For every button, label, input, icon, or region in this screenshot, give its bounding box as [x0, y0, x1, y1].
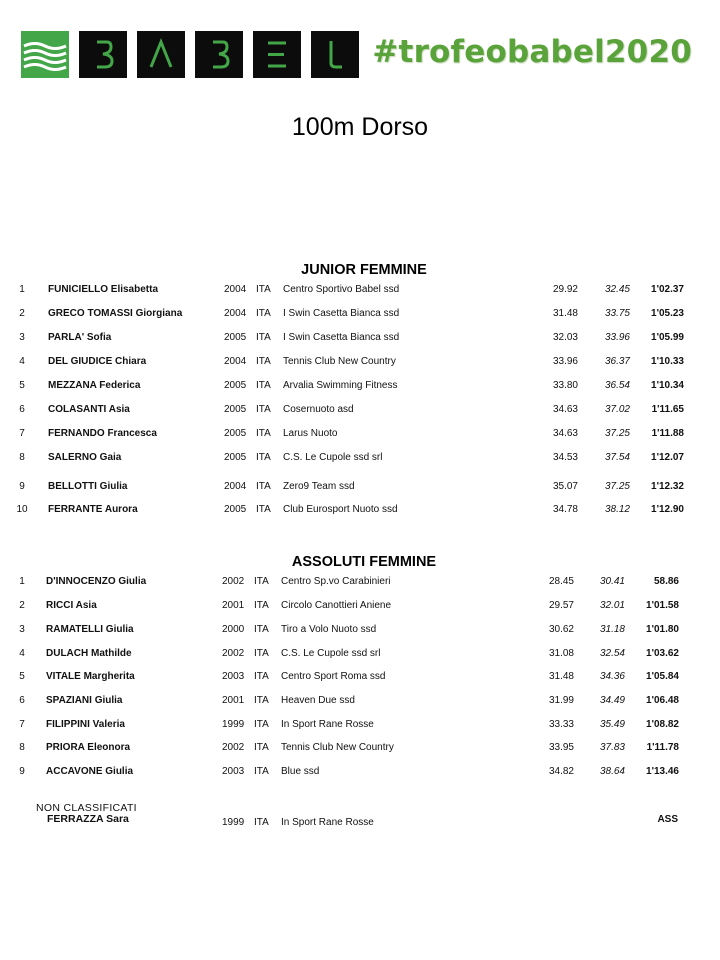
table-row	[0, 576, 720, 592]
rank-cell: 2	[19, 600, 25, 611]
table-row	[0, 356, 720, 372]
athlete-name: FUNICIELLO Elisabetta	[48, 284, 159, 295]
logo-letter-b2-icon	[195, 31, 243, 78]
club-name: Heaven Due ssd	[281, 695, 355, 706]
final-time: 58.86	[653, 576, 679, 587]
athlete-name: MEZZANA Federica	[48, 380, 141, 391]
athlete-name: RICCI Asia	[46, 600, 97, 611]
athlete-name: D'INNOCENZO Giulia	[46, 576, 147, 587]
split-second-50m: 36.37	[604, 356, 630, 367]
final-time: 1'10.34	[651, 380, 684, 391]
birth-year: 2003	[222, 766, 245, 777]
nationality: ITA	[256, 504, 271, 515]
page-title: 100m Dorso	[291, 113, 429, 141]
final-time: 1'01.58	[646, 600, 679, 611]
birth-year: 2002	[222, 742, 245, 753]
final-time: 1'11.65	[651, 404, 684, 415]
table-row	[0, 404, 720, 420]
club-name: Zero9 Team ssd	[283, 481, 355, 492]
non-classified-label: NON CLASSIFICATI	[36, 802, 137, 814]
table-row	[0, 380, 720, 396]
nationality: ITA	[254, 576, 269, 587]
club-name: C.S. Le Cupole ssd srl	[283, 452, 383, 463]
final-time: 1'11.78	[646, 742, 679, 753]
rank-cell: 6	[19, 404, 25, 415]
split-second-50m: 32.45	[604, 284, 630, 295]
rank-cell: 9	[19, 766, 25, 777]
club-name: Blue ssd	[281, 766, 320, 777]
final-time: 1'10.33	[651, 356, 684, 367]
split-50m: 32.03	[552, 332, 578, 343]
rank-cell: 4	[19, 356, 25, 367]
rank-cell: 5	[19, 671, 25, 682]
logo-letter-b-icon	[79, 31, 127, 78]
split-50m: 34.63	[552, 404, 578, 415]
split-second-50m: 35.49	[599, 719, 625, 730]
birth-year: 2003	[222, 671, 245, 682]
split-50m: 33.80	[552, 380, 578, 391]
club-name: Circolo Canottieri Aniene	[281, 600, 392, 611]
club-name: Cosernuoto asd	[283, 404, 354, 415]
nationality: ITA	[256, 308, 271, 319]
birth-year: 2001	[222, 695, 245, 706]
split-50m: 31.48	[552, 308, 578, 319]
table-row	[0, 284, 720, 300]
club-name: Tennis Club New Country	[283, 356, 396, 367]
club-name: I Swin Casetta Bianca ssd	[283, 308, 400, 319]
birth-year: 2004	[224, 481, 247, 492]
split-50m: 31.99	[548, 695, 574, 706]
table-row	[0, 332, 720, 348]
athlete-name: FERRANTE Aurora	[48, 504, 138, 515]
club-name: I Swin Casetta Bianca ssd	[283, 332, 400, 343]
rank-cell: 1	[19, 284, 25, 295]
athlete-name: DULACH Mathilde	[46, 648, 132, 659]
birth-year: 2001	[222, 600, 245, 611]
birth-year: 1999	[222, 817, 245, 828]
table-row	[0, 452, 720, 468]
athlete-name: ACCAVONE Giulia	[46, 766, 134, 777]
final-time: ASS	[657, 814, 678, 825]
table-row	[0, 742, 720, 758]
split-second-50m: 32.01	[599, 600, 625, 611]
split-second-50m: 34.49	[599, 695, 625, 706]
nationality: ITA	[254, 600, 269, 611]
final-time: 1'03.62	[646, 648, 679, 659]
athlete-name: BELLOTTI Giulia	[48, 481, 128, 492]
split-second-50m: 30.41	[599, 576, 625, 587]
split-second-50m: 31.18	[599, 624, 625, 635]
athlete-name: DEL GIUDICE Chiara	[48, 356, 147, 367]
nationality: ITA	[256, 284, 271, 295]
final-time: 1'01.80	[646, 624, 679, 635]
birth-year: 2000	[222, 624, 245, 635]
nationality: ITA	[256, 404, 271, 415]
babel-logo	[21, 31, 359, 78]
nationality: ITA	[254, 742, 269, 753]
section-title-junior: JUNIOR FEMMINE	[301, 262, 427, 278]
nationality: ITA	[254, 648, 269, 659]
rank-cell: 3	[19, 624, 25, 635]
split-50m: 29.57	[548, 600, 574, 611]
split-second-50m: 33.96	[604, 332, 630, 343]
club-name: Tennis Club New Country	[281, 742, 394, 753]
table-row	[0, 671, 720, 687]
birth-year: 2005	[224, 428, 247, 439]
table-row	[0, 428, 720, 444]
table-row	[0, 719, 720, 735]
club-name: C.S. Le Cupole ssd srl	[281, 648, 381, 659]
athlete-name: PRIORA Eleonora	[46, 742, 131, 753]
athlete-name: FERNANDO Francesca	[48, 428, 157, 439]
rank-cell: 8	[19, 742, 25, 753]
split-second-50m: 34.36	[599, 671, 625, 682]
club-name: Larus Nuoto	[283, 428, 338, 439]
birth-year: 2004	[224, 356, 247, 367]
birth-year: 2004	[224, 308, 247, 319]
split-50m: 35.07	[552, 481, 578, 492]
split-50m: 29.92	[552, 284, 578, 295]
rank-cell: 8	[19, 452, 25, 463]
club-name: Arvalia Swimming Fitness	[283, 380, 398, 391]
final-time: 1'12.90	[651, 504, 684, 515]
rank-cell: 6	[19, 695, 25, 706]
table-row	[0, 481, 720, 497]
split-50m: 33.33	[548, 719, 574, 730]
waves-icon	[21, 31, 69, 78]
final-time: 1'05.84	[646, 671, 679, 682]
athlete-name: SPAZIANI Giulia	[46, 695, 123, 706]
section-title-assoluti: ASSOLUTI FEMMINE	[291, 554, 437, 570]
split-50m: 33.96	[552, 356, 578, 367]
logo-letter-e-icon	[253, 31, 301, 78]
rank-cell: 9	[19, 481, 25, 492]
split-50m: 31.48	[548, 671, 574, 682]
final-time: 1'05.23	[651, 308, 684, 319]
nationality: ITA	[254, 719, 269, 730]
logo-letter-a-icon	[137, 31, 185, 78]
nationality: ITA	[254, 817, 269, 828]
final-time: 1'08.82	[646, 719, 679, 730]
split-second-50m: 38.12	[604, 504, 630, 515]
split-second-50m: 37.02	[604, 404, 630, 415]
final-time: 1'02.37	[651, 284, 684, 295]
table-row	[0, 504, 720, 520]
rank-cell: 7	[19, 719, 25, 730]
split-second-50m: 36.54	[604, 380, 630, 391]
club-name: Centro Sp.vo Carabinieri	[281, 576, 391, 587]
rank-cell: 10	[16, 504, 28, 515]
birth-year: 2002	[222, 648, 245, 659]
table-row	[0, 600, 720, 616]
split-50m: 34.82	[548, 766, 574, 777]
nationality: ITA	[256, 481, 271, 492]
split-50m: 34.53	[552, 452, 578, 463]
nationality: ITA	[254, 671, 269, 682]
final-time: 1'12.32	[651, 481, 684, 492]
athlete-name: VITALE Margherita	[46, 671, 135, 682]
birth-year: 2005	[224, 404, 247, 415]
rank-cell: 7	[19, 428, 25, 439]
split-50m: 31.08	[548, 648, 574, 659]
split-50m: 28.45	[548, 576, 574, 587]
split-second-50m: 37.25	[604, 428, 630, 439]
rank-cell: 4	[19, 648, 25, 659]
split-second-50m: 32.54	[599, 648, 625, 659]
final-time: 1'12.07	[651, 452, 684, 463]
rank-cell: 3	[19, 332, 25, 343]
rank-cell: 1	[19, 576, 25, 587]
athlete-name: COLASANTI Asia	[48, 404, 130, 415]
birth-year: 2005	[224, 504, 247, 515]
birth-year: 1999	[222, 719, 245, 730]
table-row	[0, 814, 720, 830]
athlete-name: SALERNO Gaia	[48, 452, 122, 463]
birth-year: 2002	[222, 576, 245, 587]
final-time: 1'13.46	[646, 766, 679, 777]
table-row	[0, 766, 720, 782]
club-name: Centro Sportivo Babel ssd	[283, 284, 400, 295]
table-row	[0, 308, 720, 324]
athlete-name: GRECO TOMASSI Giorgiana	[48, 308, 183, 319]
athlete-name: RAMATELLI Giulia	[46, 624, 134, 635]
final-time: 1'06.48	[646, 695, 679, 706]
nationality: ITA	[256, 452, 271, 463]
nationality: ITA	[256, 332, 271, 343]
athlete-name: FILIPPINI Valeria	[46, 719, 125, 730]
final-time: 1'11.88	[651, 428, 684, 439]
split-50m: 33.95	[548, 742, 574, 753]
split-50m: 34.63	[552, 428, 578, 439]
rank-cell: 5	[19, 380, 25, 391]
birth-year: 2005	[224, 332, 247, 343]
table-row	[0, 648, 720, 664]
birth-year: 2005	[224, 380, 247, 391]
athlete-name: PARLA' Sofia	[48, 332, 112, 343]
athlete-name: FERRAZZA Sara	[47, 813, 129, 825]
split-second-50m: 37.25	[604, 481, 630, 492]
split-second-50m: 33.75	[604, 308, 630, 319]
birth-year: 2004	[224, 284, 247, 295]
split-50m: 30.62	[548, 624, 574, 635]
nationality: ITA	[256, 428, 271, 439]
rank-cell: 2	[19, 308, 25, 319]
nationality: ITA	[254, 624, 269, 635]
nationality: ITA	[256, 380, 271, 391]
hashtag: #trofeobabel2020	[372, 34, 692, 70]
split-second-50m: 37.54	[604, 452, 630, 463]
split-second-50m: 38.64	[599, 766, 625, 777]
club-name: Centro Sport Roma ssd	[281, 671, 386, 682]
club-name: In Sport Rane Rosse	[281, 817, 374, 828]
table-row	[0, 624, 720, 640]
nationality: ITA	[254, 695, 269, 706]
split-second-50m: 37.83	[599, 742, 625, 753]
club-name: Tiro a Volo Nuoto ssd	[281, 624, 377, 635]
club-name: Club Eurosport Nuoto ssd	[283, 504, 398, 515]
split-50m: 34.78	[552, 504, 578, 515]
club-name: In Sport Rane Rosse	[281, 719, 374, 730]
table-row	[0, 695, 720, 711]
birth-year: 2005	[224, 452, 247, 463]
final-time: 1'05.99	[651, 332, 684, 343]
logo-letter-l-icon	[311, 31, 359, 78]
nationality: ITA	[256, 356, 271, 367]
nationality: ITA	[254, 766, 269, 777]
